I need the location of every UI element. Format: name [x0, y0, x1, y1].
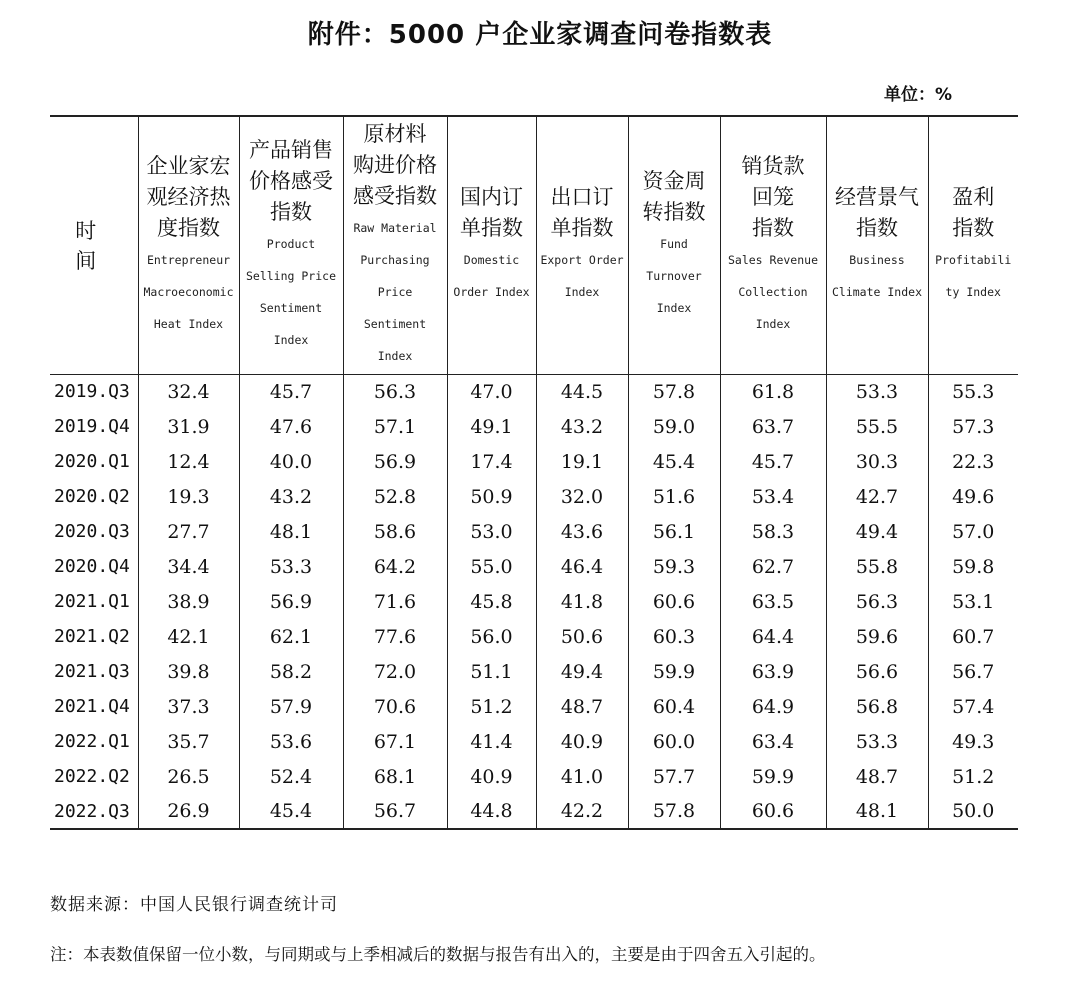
value-cell: 45.8 [447, 584, 536, 619]
value-cell: 39.8 [138, 654, 239, 689]
column-header-sales-revenue [720, 116, 826, 374]
value-cell: 49.6 [928, 479, 1018, 514]
value-cell: 49.1 [447, 409, 536, 444]
value-cell: 48.1 [826, 794, 928, 829]
period-cell: 2021.Q3 [54, 661, 130, 682]
value-cell: 57.9 [239, 689, 343, 724]
table-row [50, 759, 1018, 794]
col-cn-line: 度指数 [157, 215, 220, 240]
value-cell: 42.7 [826, 479, 928, 514]
value-cell: 56.9 [239, 584, 343, 619]
value-cell: 19.1 [536, 444, 628, 479]
period-cell: 2020.Q4 [54, 556, 130, 577]
value-cell: 53.0 [447, 514, 536, 549]
value-cell: 56.6 [826, 654, 928, 689]
col-cn-line: 盈利 [952, 185, 995, 210]
column-header-fund-turnover [628, 116, 720, 374]
value-cell: 57.4 [928, 689, 1018, 724]
value-cell: 56.8 [826, 689, 928, 724]
value-cell: 41.4 [447, 724, 536, 759]
value-cell: 53.4 [720, 479, 826, 514]
value-cell: 47.0 [447, 374, 536, 409]
col-cn-line: 产品销售 [249, 137, 333, 162]
value-cell: 57.1 [343, 409, 447, 444]
col-cn-line: 出口订 [550, 185, 614, 210]
value-cell: 31.9 [138, 409, 239, 444]
value-cell: 67.1 [343, 724, 447, 759]
value-cell: 41.0 [536, 759, 628, 794]
value-cell: 53.1 [928, 584, 1018, 619]
col-en-line: Fund [660, 237, 688, 252]
value-cell: 56.3 [826, 584, 928, 619]
value-cell: 62.7 [720, 549, 826, 584]
value-cell: 64.4 [720, 619, 826, 654]
period-cell: 2020.Q1 [54, 451, 130, 472]
col-cn-line: 观经济热 [146, 184, 231, 209]
value-cell: 37.3 [138, 689, 239, 724]
value-cell: 61.8 [720, 374, 826, 409]
value-cell: 55.8 [826, 549, 928, 584]
table-row [50, 794, 1018, 829]
col-en-line: ty Index [945, 285, 1001, 300]
col-cn-line: 购进价格 [353, 152, 437, 177]
col-en-line: Index [273, 332, 309, 347]
value-cell: 70.6 [343, 689, 447, 724]
col-cn-line: 资金周 [642, 169, 706, 194]
col-cn-line: 回笼 [752, 184, 794, 209]
value-cell: 60.4 [628, 689, 720, 724]
value-cell: 35.7 [138, 724, 239, 759]
value-cell: 26.9 [138, 794, 239, 829]
col-en-line: Profitabili [935, 253, 1012, 268]
value-cell: 38.9 [138, 584, 239, 619]
time-header: 时 间 [50, 116, 138, 374]
period-cell: 2020.Q3 [54, 521, 130, 542]
value-cell: 45.4 [239, 794, 343, 829]
value-cell: 30.3 [826, 444, 928, 479]
value-cell: 59.8 [928, 549, 1018, 584]
value-cell: 56.9 [343, 444, 447, 479]
col-en-line: Entrepreneur [146, 252, 231, 267]
col-en-line: Business [849, 253, 905, 268]
column-header-business-climate [826, 116, 928, 374]
value-cell: 43.2 [239, 479, 343, 514]
col-en-line: Turnover [646, 269, 702, 284]
value-cell: 49.4 [826, 514, 928, 549]
value-cell: 50.9 [447, 479, 536, 514]
col-en-line: Domestic [463, 253, 520, 268]
value-cell: 63.5 [720, 584, 826, 619]
page-title: 附件：5000 户企业家调查问卷指数表 [307, 20, 773, 50]
col-en-line: Collection [738, 284, 808, 299]
col-cn-line: 指数 [752, 215, 794, 240]
value-cell: 22.3 [928, 444, 1018, 479]
value-cell: 53.3 [239, 549, 343, 584]
value-cell: 44.8 [447, 794, 536, 829]
col-cn-line: 单指数 [550, 216, 614, 241]
col-cn-line: 指数 [856, 216, 898, 241]
value-cell: 45.7 [239, 374, 343, 409]
col-en-line: Sales Revenue [727, 252, 818, 267]
index-table [50, 115, 1018, 830]
table-body [50, 374, 1018, 829]
value-cell: 44.5 [536, 374, 628, 409]
value-cell: 43.6 [536, 514, 628, 549]
value-cell: 63.4 [720, 724, 826, 759]
table-row [50, 444, 1018, 479]
value-cell: 58.3 [720, 514, 826, 549]
period-cell: 2022.Q3 [50, 794, 138, 829]
col-en-line: Index [564, 285, 600, 300]
footnote: 注：本表数值保留一位小数，与同期或与上季相减后的数据与报告有出入的，主要是由于四舍五入引起的。 [50, 945, 826, 964]
period-cell: 2019.Q3 [54, 381, 130, 403]
value-cell: 50.0 [928, 794, 1018, 829]
value-cell: 60.3 [628, 619, 720, 654]
value-cell: 42.2 [536, 794, 628, 829]
value-cell: 32.0 [536, 479, 628, 514]
value-cell: 48.7 [826, 759, 928, 794]
value-cell: 59.3 [628, 549, 720, 584]
col-en-line: Export Order [540, 253, 624, 268]
value-cell: 55.0 [447, 549, 536, 584]
value-cell: 19.3 [138, 479, 239, 514]
value-cell: 53.3 [826, 374, 928, 409]
period-cell: 2021.Q4 [54, 696, 130, 717]
period-cell: 2021.Q2 [54, 626, 130, 647]
value-cell: 59.9 [720, 759, 826, 794]
value-cell: 60.6 [628, 584, 720, 619]
value-cell: 57.8 [628, 794, 720, 829]
value-cell: 60.0 [628, 724, 720, 759]
value-cell: 49.4 [536, 654, 628, 689]
value-cell: 58.2 [239, 654, 343, 689]
col-en-line: Climate Index [831, 285, 922, 300]
value-cell: 41.8 [536, 584, 628, 619]
value-cell: 55.5 [826, 409, 928, 444]
value-cell: 68.1 [343, 759, 447, 794]
value-cell: 51.2 [928, 759, 1018, 794]
period-cell: 2021.Q1 [54, 591, 130, 612]
value-cell: 59.9 [628, 654, 720, 689]
value-cell: 45.4 [628, 444, 720, 479]
value-cell: 64.2 [343, 549, 447, 584]
value-cell: 51.2 [447, 689, 536, 724]
table-row [50, 584, 1018, 619]
table-row [50, 549, 1018, 584]
col-cn-line: 销货款 [741, 153, 805, 178]
value-cell: 42.1 [138, 619, 239, 654]
value-cell: 47.6 [239, 409, 343, 444]
value-cell: 53.3 [826, 724, 928, 759]
table-row [50, 724, 1018, 759]
value-cell: 32.4 [138, 374, 239, 409]
value-cell: 77.6 [343, 619, 447, 654]
value-cell: 59.0 [628, 409, 720, 444]
col-en-line: Index [755, 316, 791, 331]
value-cell: 63.9 [720, 654, 826, 689]
column-header-raw-material [343, 116, 447, 374]
table-row [50, 689, 1018, 724]
value-cell: 12.4 [138, 444, 239, 479]
data-source: 数据来源：中国人民银行调查统计司 [50, 895, 338, 915]
table-row [50, 619, 1018, 654]
value-cell: 43.2 [536, 409, 628, 444]
value-cell: 60.6 [720, 794, 826, 829]
value-cell: 72.0 [343, 654, 447, 689]
value-cell: 46.4 [536, 549, 628, 584]
value-cell: 71.6 [343, 584, 447, 619]
col-en-line: Heat Index [153, 316, 224, 331]
table-row [50, 374, 1018, 409]
col-en-line: Order Index [453, 285, 530, 300]
value-cell: 40.0 [239, 444, 343, 479]
value-cell: 56.3 [343, 374, 447, 409]
value-cell: 57.3 [928, 409, 1018, 444]
table-row [50, 409, 1018, 444]
value-cell: 26.5 [138, 759, 239, 794]
col-cn-line: 国内订 [460, 185, 523, 210]
value-cell: 51.6 [628, 479, 720, 514]
value-cell: 56.0 [447, 619, 536, 654]
value-cell: 27.7 [138, 514, 239, 549]
period-cell: 2022.Q2 [54, 766, 130, 787]
value-cell: 50.6 [536, 619, 628, 654]
col-cn-line: 指数 [270, 199, 312, 224]
column-header-profitability [928, 116, 1018, 374]
header-row [50, 116, 1018, 374]
col-cn-line: 企业家宏 [146, 153, 231, 178]
value-cell: 62.1 [239, 619, 343, 654]
value-cell: 63.7 [720, 409, 826, 444]
value-cell: 60.7 [928, 619, 1018, 654]
value-cell: 48.7 [536, 689, 628, 724]
col-en-line: Selling Price [245, 268, 336, 283]
col-cn-line: 转指数 [642, 200, 706, 225]
table-row [50, 514, 1018, 549]
table-row [50, 479, 1018, 514]
value-cell: 40.9 [536, 724, 628, 759]
col-en-line: Price [377, 284, 413, 299]
value-cell: 17.4 [447, 444, 536, 479]
col-en-line: Index [656, 301, 692, 316]
column-header-selling-price [239, 116, 343, 374]
value-cell: 40.9 [447, 759, 536, 794]
value-cell: 34.4 [138, 549, 239, 584]
period-cell: 2022.Q1 [54, 731, 130, 752]
period-cell: 2019.Q4 [54, 416, 130, 437]
col-cn-line: 感受指数 [353, 183, 437, 208]
column-header-export-order [536, 116, 628, 374]
unit-label: 单位：% [883, 85, 952, 105]
value-cell: 48.1 [239, 514, 343, 549]
col-en-line: Sentiment [363, 316, 427, 331]
value-cell: 53.6 [239, 724, 343, 759]
value-cell: 52.8 [343, 479, 447, 514]
value-cell: 56.1 [628, 514, 720, 549]
col-en-line: Raw Material [353, 220, 437, 235]
col-en-line: Macroeconomic [143, 284, 234, 299]
value-cell: 55.3 [928, 374, 1018, 409]
period-cell: 2020.Q2 [54, 486, 130, 507]
value-cell: 57.8 [628, 374, 720, 409]
col-en-line: Sentiment [259, 300, 323, 315]
value-cell: 58.6 [343, 514, 447, 549]
col-cn-line: 价格感受 [249, 168, 333, 193]
col-cn-line: 单指数 [460, 216, 523, 241]
value-cell: 45.7 [720, 444, 826, 479]
column-header-heat [138, 116, 239, 374]
col-cn-line: 原材料 [363, 121, 427, 146]
value-cell: 59.6 [826, 619, 928, 654]
value-cell: 56.7 [928, 654, 1018, 689]
value-cell: 52.4 [239, 759, 343, 794]
col-en-line: Purchasing [360, 252, 430, 267]
col-cn-line: 经营景气 [835, 185, 919, 210]
column-header-domestic-order [447, 116, 536, 374]
col-en-line: Index [377, 348, 413, 363]
value-cell: 64.9 [720, 689, 826, 724]
table-row [50, 654, 1018, 689]
value-cell: 57.0 [928, 514, 1018, 549]
value-cell: 57.7 [628, 759, 720, 794]
col-en-line: Product [266, 236, 316, 251]
value-cell: 51.1 [447, 654, 536, 689]
value-cell: 56.7 [343, 794, 447, 829]
col-cn-line: 指数 [952, 216, 995, 241]
value-cell: 49.3 [928, 724, 1018, 759]
